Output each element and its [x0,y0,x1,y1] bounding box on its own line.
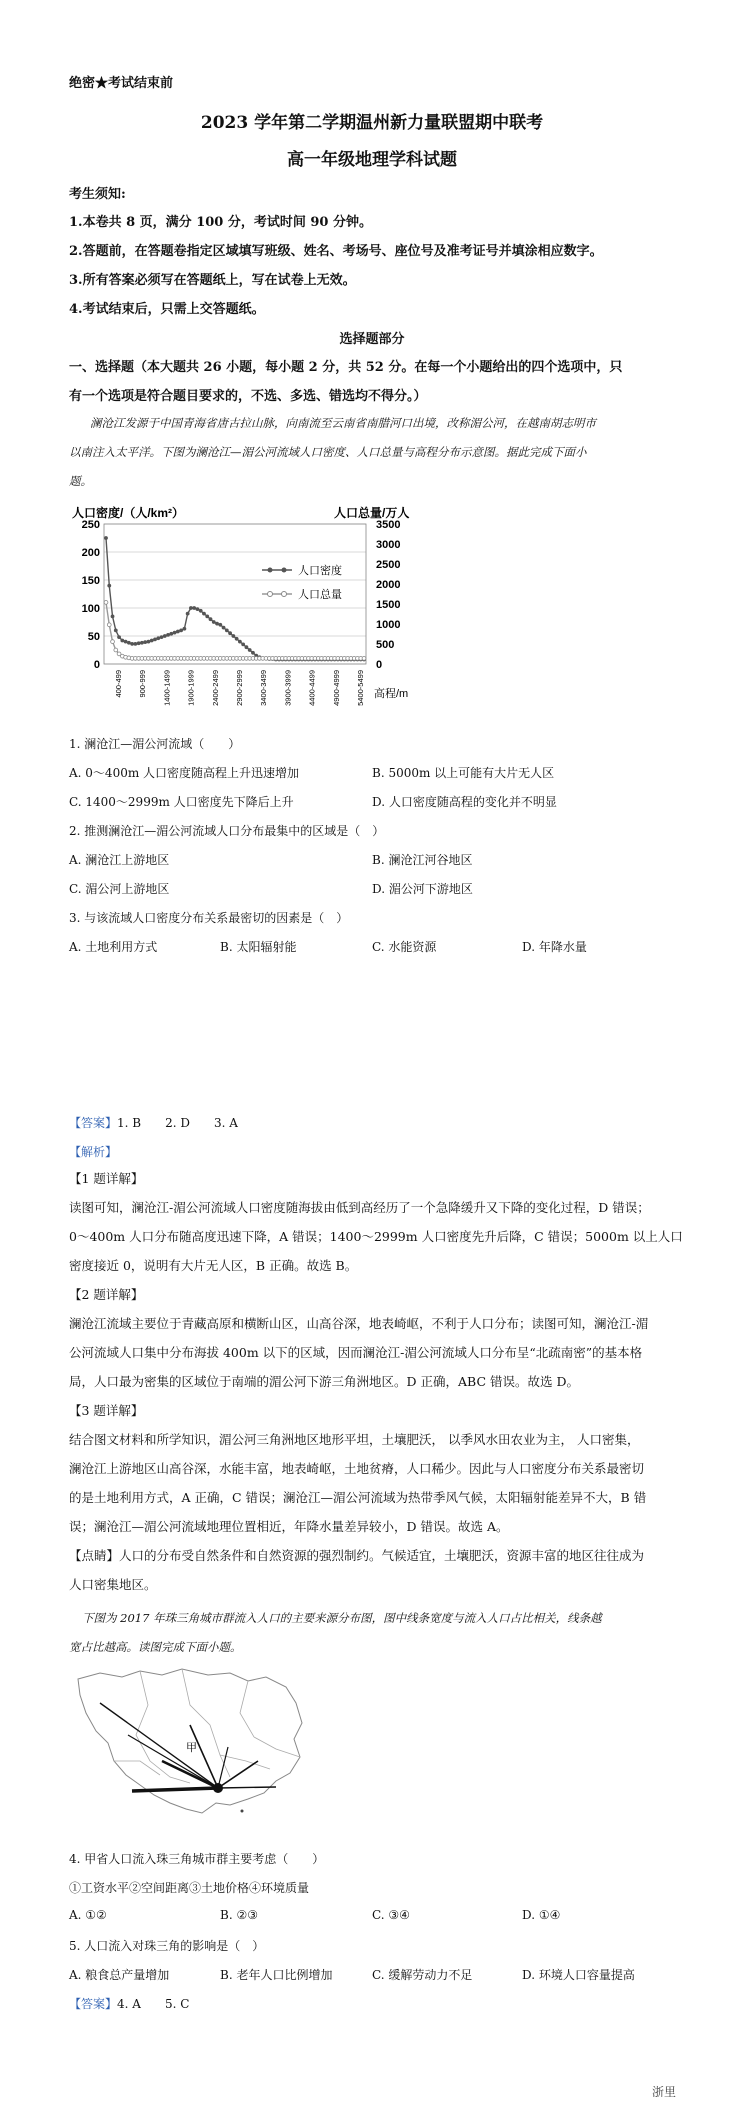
legend-marker-total [282,592,287,597]
density-point [182,627,186,631]
x-tick-label: 4400-4499 [307,670,317,706]
q1-option-d: D. 人口密度随高程的变化并不明显 [372,795,557,809]
density-point [238,640,242,644]
density-point [160,635,164,639]
density-point [124,640,128,644]
density-point [241,643,245,647]
density-point [248,648,252,652]
right-tick-label: 0 [376,659,383,671]
left-axis-title: 人口密度/（人/km²） [72,506,185,520]
left-tick-label: 0 [93,659,100,671]
secret-label: 绝密★考试结束前 [69,76,174,91]
right-tick-label: 1000 [376,619,401,631]
density-point [176,630,180,634]
legend-marker-density [268,568,273,573]
density-point [228,631,232,635]
footer-watermark: 浙里 [652,2085,677,2099]
q5-option-c: C. 缓解劳动力不足 [372,1968,473,1982]
x-tick-label: 2400-2499 [210,670,220,706]
legend-marker-density [282,568,287,573]
passage-line: 澜沧江发源于中国青海省唐古拉山脉，向南流至云南省南腊河口出境，改称湄公河，在越南胡志明市 [90,416,596,430]
exam-subtitle: 高一年级地理学科试题 [287,150,457,170]
passage-line: 以南注入太平洋。下图为澜沧江—湄公河流域人口密度、人口总量与高程分布示意图。据此完成下面小 [69,445,587,459]
island-marker [241,1810,244,1813]
question-2: 2. 推测澜沧江—湄公河流域人口分布最集中的区域是（ ） [69,824,385,838]
density-point [156,636,160,640]
answer-text: 1. B 2. D 3. A [117,1116,238,1130]
density-point [192,606,196,610]
density-point [202,612,206,616]
passage-line: 宽占比越高。读图完成下面小题。 [69,1640,242,1654]
density-point [143,640,147,644]
density-point [130,642,134,646]
x-tick-label: 3900-3999 [283,670,293,706]
density-point [163,634,167,638]
q4-option-d: D. ①④ [522,1908,561,1922]
question-3: 3. 与该流域人口密度分布关系最密切的因素是（ ） [69,911,349,925]
map-province-borders [114,1669,300,1783]
density-point [245,645,249,649]
answer-label: 【答案】 [69,1116,118,1130]
x-tick-label: 1400-1499 [162,670,172,706]
q1-option-c: C. 1400～2999m 人口密度先下降后上升 [69,795,294,809]
legend-label-density: 人口密度 [298,565,342,577]
passage-line: 题。 [69,474,92,488]
density-point [189,606,193,610]
total-point [114,648,118,652]
section-instructions: 有一个选项是符合题目要求的，不选、多选、错选均不得分。） [69,389,427,404]
density-point [153,637,157,641]
answer-text: 4. A 5. C [117,1997,190,2011]
answer-block [69,1114,238,1131]
density-point [147,640,151,644]
detail-line: 误；澜沧江—湄公河流域地理位置相近，年降水量差异较小，D 错误。故选 A。 [69,1519,509,1534]
q4-items: ①工资水平②空间距离③土地价格④环境质量 [69,1881,310,1895]
left-tick-label: 100 [81,603,100,615]
x-tick-label: 3400-3499 [259,670,269,706]
density-point [133,642,137,646]
q4-option-c: C. ③④ [372,1908,410,1922]
exam-title: 2023 学年第二学期温州新力量联盟期中联考 [200,113,544,133]
point-line: 人口密集地区。 [69,1577,157,1592]
density-point [104,536,108,540]
right-tick-label: 500 [376,639,395,651]
density-point [186,612,190,616]
density-point [225,629,229,633]
q3-option-a: A. 土地利用方式 [69,940,158,954]
pearl-river-delta-marker [213,1783,223,1793]
point-block [69,1550,644,1563]
density-point [114,629,118,633]
population-elevation-chart [62,500,422,708]
legend-marker-total [268,592,273,597]
density-point [127,641,131,645]
detail-line: 0～400m 人口分布随高度迅速下降，A 错误；1400～2999m 人口密度先升后降，C 错误；5000m 以上人口 [69,1229,683,1244]
density-point [140,641,144,645]
section-instructions: 一、选择题（本大题共 26 小题，每小题 2 分，共 52 分。在每一个小题给出的四个选项中，只 [69,360,623,375]
density-point [150,639,154,643]
total-point [107,623,111,627]
flow-line [162,1761,218,1788]
x-tick-label: 4900-4999 [331,670,341,706]
point-label: 【点睛】 [69,1548,120,1563]
series-line-total [106,602,364,658]
density-point [212,620,216,624]
x-tick-label: 5400-5499 [356,670,365,706]
passage-line: 下图为 2017 年珠三角城市群流入人口的主要来源分布图，图中线条宽度与流入人口占比相关，线条越 [82,1611,602,1625]
question-5: 5. 人口流入对珠三角的影响是（ ） [69,1939,265,1953]
total-point [362,657,366,661]
legend-label-total: 人口总量 [298,589,342,601]
right-axis-title: 人口总量/万人 [334,506,410,520]
x-tick-label: 400-499 [114,670,123,698]
detail-heading: 【1 题详解】 [69,1171,144,1186]
right-tick-label: 2000 [376,579,401,591]
q5-option-d: D. 环境人口容量提高 [522,1968,635,1982]
detail-line: 密度接近 0，说明有大片无人区，B 正确。故选 B。 [69,1258,358,1273]
answer-block [69,1995,189,2012]
left-axis-ticks [82,519,100,671]
x-tick-label: 900-999 [138,670,148,698]
q5-option-a: A. 粮食总产量增加 [69,1968,170,1982]
province-jia-label: 甲 [186,1741,197,1754]
right-tick-label: 1500 [376,599,401,611]
notice-item: 1.本卷共 8 页，满分 100 分，考试时间 90 分钟。 [69,215,372,230]
detail-line: 澜沧江上游地区山高谷深，水能丰富，地表崎岖，土地贫瘠，人口稀少。因此与人口密度分布关系最密切 [69,1461,645,1476]
detail-line: 结合图文材料和所学知识，湄公河三角洲地区地形平坦，土壤肥沃， 以季风水田农业为主， 人口密集， [69,1432,640,1447]
density-point [137,641,141,645]
q4-option-b: B. ②③ [220,1908,258,1922]
q3-option-d: D. 年降水量 [522,940,587,954]
point-line: 人口的分布受自然条件和自然资源的强烈制约。气候适宜，土壤肥沃，资源丰富的地区往往成为 [119,1548,645,1563]
density-point [169,632,173,636]
q5-option-b: B. 老年人口比例增加 [220,1968,333,1982]
x-axis-title: 高程/m [374,688,409,700]
migration-flow-map [70,1665,310,1820]
density-point [107,584,111,588]
density-point [196,607,200,611]
density-point [199,609,203,613]
left-tick-label: 250 [81,519,100,531]
q2-option-a: A. 澜沧江上游地区 [69,853,170,867]
density-point [179,629,183,633]
question-4: 4. 甲省人口流入珠三角城市群主要考虑（ ） [69,1852,325,1866]
q1-option-a: A. 0～400m 人口密度随高程上升迅速增加 [69,766,300,780]
density-point [218,623,222,627]
right-axis-ticks [376,519,400,671]
detail-line: 公河流域人口集中分布海拔 400m 以下的区域，因而澜沧江-湄公河流域人口分布呈“北疏南密”的基本格 [69,1345,643,1360]
right-tick-label: 3500 [376,519,401,531]
right-tick-label: 3000 [376,539,401,551]
q3-option-c: C. 水能资源 [372,940,437,954]
q2-option-c: C. 湄公河上游地区 [69,882,170,896]
section-title: 选择题部分 [339,332,405,347]
flow-line [218,1787,276,1788]
detail-heading: 【3 题详解】 [69,1403,144,1418]
x-axis-ticks [114,670,365,706]
density-point [215,622,219,626]
density-point [205,615,209,619]
density-point [120,639,124,643]
total-point [104,601,108,605]
right-tick-label: 2500 [376,559,401,571]
detail-heading: 【2 题详解】 [69,1287,144,1302]
density-point [166,633,170,637]
analysis-label: 【解析】 [69,1145,118,1159]
notice-heading: 考生须知: [69,187,126,202]
q1-option-b: B. 5000m 以上可能有大片无人区 [372,766,555,780]
q2-option-d: D. 湄公河下游地区 [372,882,473,896]
question-1: 1. 澜沧江—湄公河流域（ ） [69,737,241,751]
detail-line: 的是土地利用方式，A 正确，C 错误；澜沧江—湄公河流域为热带季风气候，太阳辐射能差异不大，B 错 [69,1490,647,1505]
q4-option-a: A. ①② [69,1908,107,1922]
density-point [117,635,121,639]
x-tick-label: 1900-1999 [186,670,196,706]
density-point [251,651,255,655]
q2-option-b: B. 澜沧江河谷地区 [372,853,473,867]
left-tick-label: 50 [87,631,100,643]
answer-label: 【答案】 [69,1997,118,2011]
notice-item: 4.考试结束后，只需上交答题纸。 [69,302,265,317]
left-tick-label: 150 [81,575,100,587]
detail-line: 局，人口最为密集的区域位于南端的湄公河下游三角洲地区。D 正确，ABC 错误。故选 D。 [69,1374,579,1389]
density-point [235,637,239,641]
detail-line: 读图可知，澜沧江-湄公河流域人口密度随海拔由低到高经历了一个急降缓升又下降的变化过程，D 错误； [69,1200,650,1215]
x-tick-label: 2900-2999 [235,670,244,706]
notice-item: 3.所有答案必须写在答题纸上，写在试卷上无效。 [69,273,356,288]
q3-option-b: B. 太阳辐射能 [220,940,297,954]
density-point [222,626,226,630]
total-point [111,640,115,644]
density-point [111,615,115,619]
detail-line: 澜沧江流域主要位于青藏高原和横断山区，山高谷深，地表崎岖，不利于人口分布；读图可知，澜沧江-湄 [69,1316,649,1331]
left-tick-label: 200 [81,547,100,559]
density-point [173,631,177,635]
notice-item: 2.答题前，在答题卷指定区域填写班级、姓名、考场号、座位号及准考证号并填涂相应数字。 [69,244,603,259]
density-point [231,634,235,638]
density-point [209,617,213,621]
